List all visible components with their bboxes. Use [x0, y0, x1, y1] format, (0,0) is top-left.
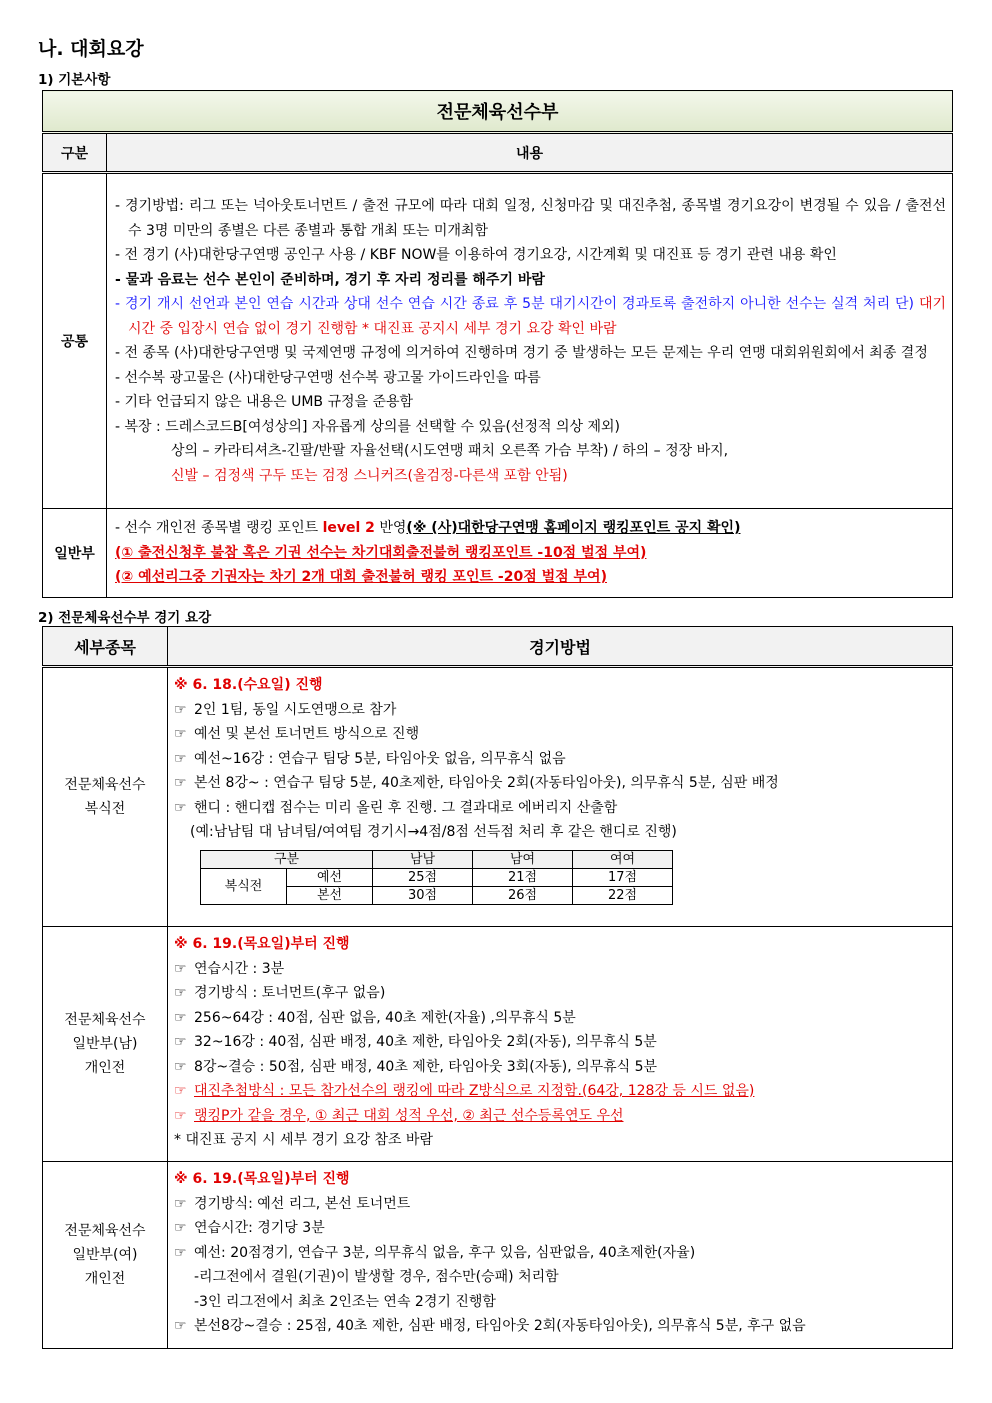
rule-text: 예선~16강 : 연습구 팀당 5분, 타임아웃 없음, 의무휴식 없음: [194, 750, 566, 767]
pointing-hand-icon: ☞: [174, 985, 187, 1001]
common-line-bold: - 물과 음료는 선수 본인이 준비하며, 경기 후 자리 정리를 해주기 바람: [115, 271, 545, 288]
basics-subtitle: 1) 기본사항: [38, 72, 111, 88]
event-doubles: [43, 667, 168, 927]
tiebreak-text: 랭킹P가 같을 경우, ① 최근 대회 성적 우선, ② 최근 선수등록연도 우선: [194, 1107, 624, 1124]
handicap-header: 구분: [201, 850, 373, 868]
handicap-cell: 17점: [573, 868, 673, 886]
draw-method-text: 대진추첨방식 : 모든 참가선수의 랭킹에 따라 Z방식으로 지정함.(64강, 128강 등 시드 없음): [194, 1083, 755, 1099]
event-name-line: 전문체육선수: [64, 1012, 146, 1028]
rule-item: [174, 957, 946, 982]
section-title: 나. 대회요강: [38, 38, 144, 60]
general-level: level 2: [322, 520, 375, 537]
handicap-stage: 예선: [287, 868, 373, 886]
rule-item: [174, 981, 946, 1006]
handicap-header: 여여: [573, 850, 673, 868]
rules-subtitle: 2) 전문체육선수부 경기 요강: [38, 610, 212, 626]
common-line-indented-red: 신발 – 검정색 구두 또는 검정 스니커즈(올검정-다른색 포함 안됨): [171, 467, 568, 484]
rule-item: [174, 747, 946, 772]
common-line: - 경기방법: 리그 또는 넉아웃토너먼트 / 출전 규모에 따라 대회 일정, 신청마감 및 대진추첨, 종목별 경기요강이 변경될 수 있음 / 출전선수 3명 미만의 종별은 다른 종별과 통합 개최 또는 미개최함: [115, 198, 946, 239]
event-name-line: 개인전: [84, 1060, 126, 1076]
handicap-row-label: 복식전: [201, 868, 287, 904]
rule-text: 핸디 : 핸디캡 점수는 미리 올린 후 진행. 그 결과대로 에버리지 산출함: [194, 799, 618, 816]
rule-item: [174, 1192, 946, 1217]
header-category: 구분: [43, 133, 107, 173]
pointing-hand-icon: ☞: [174, 1195, 187, 1212]
rule-text: 예선: 20점경기, 연습구 3분, 의무휴식 없음, 후구 있음, 심판없음, 40초제한(자율): [194, 1244, 696, 1261]
rule-text: 본선 8강~ : 연습구 팀당 5분, 40초제한, 타임아웃 2회(자동타임아웃), 의무휴식 5분, 심판 배정: [194, 775, 779, 791]
header-event: 세부종목: [43, 627, 168, 667]
pointing-hand-icon: ☞: [174, 1318, 187, 1334]
banner-title: 전문체육선수부: [43, 91, 953, 133]
common-line: - 기타 언급되지 않은 내용은 UMB 규정을 준용함: [115, 394, 414, 410]
handicap-table: [200, 850, 673, 905]
women-date: ※ 6. 19.(목요일)부터 진행: [174, 1171, 350, 1187]
doubles-note: (예:남남팀 대 남녀팀/여여팀 경기시→4점/8점 선득점 처리 후 같은 핸디로 진행): [190, 824, 677, 840]
doubles-content: [168, 667, 953, 927]
rule-text: 연습시간 : 3분: [194, 960, 285, 977]
pointing-hand-icon: ☞: [174, 1009, 187, 1026]
handicap-cell: 21점: [473, 868, 573, 886]
rule-text: 예선 및 본선 토너먼트 방식으로 진행: [194, 726, 420, 742]
event-name-line: 일반부(남): [72, 1036, 138, 1052]
row-label-common: 공통: [43, 173, 107, 509]
general-line: [115, 516, 946, 541]
rule-item: [174, 796, 946, 821]
common-content: [107, 173, 953, 509]
event-name-line: 일반부(여): [72, 1247, 138, 1263]
rule-item: [174, 722, 946, 747]
row-label-general: 일반부: [43, 509, 107, 598]
rule-text: 경기방식 : 토너먼트(후구 없음): [194, 985, 386, 1001]
rule-subitem: -3인 리그전에서 최초 2인조는 연속 2경기 진행함: [194, 1293, 496, 1310]
event-name-line: 복식전: [84, 801, 126, 817]
pointing-hand-icon: ☞: [174, 775, 187, 791]
men-note: * 대진표 공지 시 세부 경기 요강 참조 바람: [174, 1132, 433, 1148]
handicap-cell: 26점: [473, 886, 573, 904]
pointing-hand-icon: ☞: [174, 1107, 187, 1124]
common-line-indented: 상의 – 카라티셔츠-긴팔/반팔 자율선택(시도연맹 패치 오른쪽 가슴 부착) / 하의 – 정장 바지,: [171, 443, 729, 459]
waiting-rule-note: 대기시간 중 입장시 연습 없이 경기 진행함 * 대진표 공지시 세부 경기 요강 확인 바람: [128, 296, 947, 337]
rule-item: [174, 1241, 946, 1266]
women-content: [168, 1162, 953, 1349]
rule-item: [174, 1030, 946, 1055]
handicap-header: 남남: [373, 850, 473, 868]
handicap-cell: 25점: [373, 868, 473, 886]
rule-text: 8강~결승 : 50점, 심판 배정, 40초 제한, 타임아웃 3회(자동), 의무휴식 5분: [194, 1058, 658, 1075]
rule-text: 2인 1팀, 동일 시도연맹으로 참가: [194, 701, 397, 718]
general-text: 반영: [374, 520, 407, 537]
rules-table: [42, 626, 953, 1349]
rule-text: 연습시간: 경기당 3분: [194, 1220, 325, 1236]
rule-text: 본선8강~결승 : 25점, 40초 제한, 심판 배정, 타임아웃 2회(자동타임아웃), 의무휴식 5분, 후구 없음: [194, 1318, 806, 1334]
pointing-hand-icon: ☞: [174, 726, 187, 742]
pointing-hand-icon: ☞: [174, 1034, 187, 1050]
basics-table: [42, 90, 953, 598]
doubles-date: ※ 6. 18.(수요일) 진행: [174, 677, 323, 693]
general-notice: (※ (사)대한당구연맹 홈페이지 랭킹포인트 공지 확인): [406, 520, 741, 537]
event-name-line: 전문체육선수: [64, 1223, 146, 1239]
event-name-line: 개인전: [84, 1271, 126, 1287]
pointing-hand-icon: ☞: [174, 1083, 187, 1099]
common-line: - 복장 : 드레스코드B[여성상의] 자유롭게 상의를 선택할 수 있음(선정적 의상 제외): [115, 418, 620, 435]
rule-text: 경기방식: 예선 리그, 본선 토너먼트: [194, 1195, 411, 1212]
pointing-hand-icon: ☞: [174, 1058, 187, 1075]
rule-item: [174, 1055, 946, 1080]
men-date: ※ 6. 19.(목요일)부터 진행: [174, 936, 350, 952]
rule-item: [174, 1006, 946, 1031]
pointing-hand-icon: ☞: [174, 1220, 187, 1236]
common-line: - 전 종목 (사)대한당구연맹 및 국제연맹 규정에 의거하여 진행하며 경기 중 발생하는 모든 문제는 우리 연맹 대회위원회에서 최종 결정: [115, 345, 928, 361]
rule-item: [174, 698, 946, 723]
event-women: [43, 1162, 168, 1349]
handicap-cell: 22점: [573, 886, 673, 904]
header-content: 내용: [107, 133, 953, 173]
common-line: - 전 경기 (사)대한당구연맹 공인구 사용 / KBF NOW를 이용하여 경기요강, 시간계획 및 대진표 등 경기 관련 내용 확인: [115, 247, 837, 263]
rule-item-red: [174, 1079, 946, 1104]
rule-item: [174, 771, 946, 796]
rule-subitem: -리그전에서 결원(기권)이 발생할 경우, 점수만(승패) 처리함: [194, 1269, 559, 1285]
common-line-waiting: [115, 292, 946, 341]
pointing-hand-icon: ☞: [174, 750, 187, 767]
general-penalty-1: (① 출전신청후 불참 혹은 기권 선수는 차기대회출전불허 랭킹포인트 -10점 벌점 부여): [115, 544, 647, 561]
handicap-header: 남여: [473, 850, 573, 868]
common-line: - 선수복 광고물은 (사)대한당구연맹 선수복 광고물 가이드라인을 따름: [115, 369, 541, 386]
pointing-hand-icon: ☞: [174, 701, 187, 718]
general-content: [107, 509, 953, 598]
men-content: [168, 927, 953, 1162]
general-text: - 선수 개인전 종목별 랭킹 포인트: [115, 520, 323, 537]
waiting-rule-text: - 경기 개시 선언과 본인 연습 시간과 상대 선수 연습 시간 종료 후 5분 대기시간이 경과토록 출전하지 아니한 선수는 실격 처리 단): [115, 296, 915, 312]
pointing-hand-icon: ☞: [174, 960, 187, 977]
pointing-hand-icon: ☞: [174, 1244, 187, 1261]
pointing-hand-icon: ☞: [174, 799, 187, 816]
handicap-cell: 30점: [373, 886, 473, 904]
event-name-line: 전문체육선수: [64, 777, 146, 793]
rule-text: 32~16강 : 40점, 심판 배정, 40초 제한, 타임아웃 2회(자동), 의무휴식 5분: [194, 1034, 657, 1050]
rule-item: [174, 1216, 946, 1241]
rule-text: 256~64강 : 40점, 심판 없음, 40초 제한(자율) ,의무휴식 5분: [194, 1009, 576, 1026]
event-men: [43, 927, 168, 1162]
rule-item-red: [174, 1104, 946, 1129]
rule-item: [174, 1314, 946, 1339]
header-method: 경기방법: [168, 627, 953, 667]
handicap-stage: 본선: [287, 886, 373, 904]
general-penalty-2: (② 예선리그중 기권자는 차기 2개 대회 출전불허 랭킹 포인트 -20점 벌점 부여): [115, 569, 607, 586]
